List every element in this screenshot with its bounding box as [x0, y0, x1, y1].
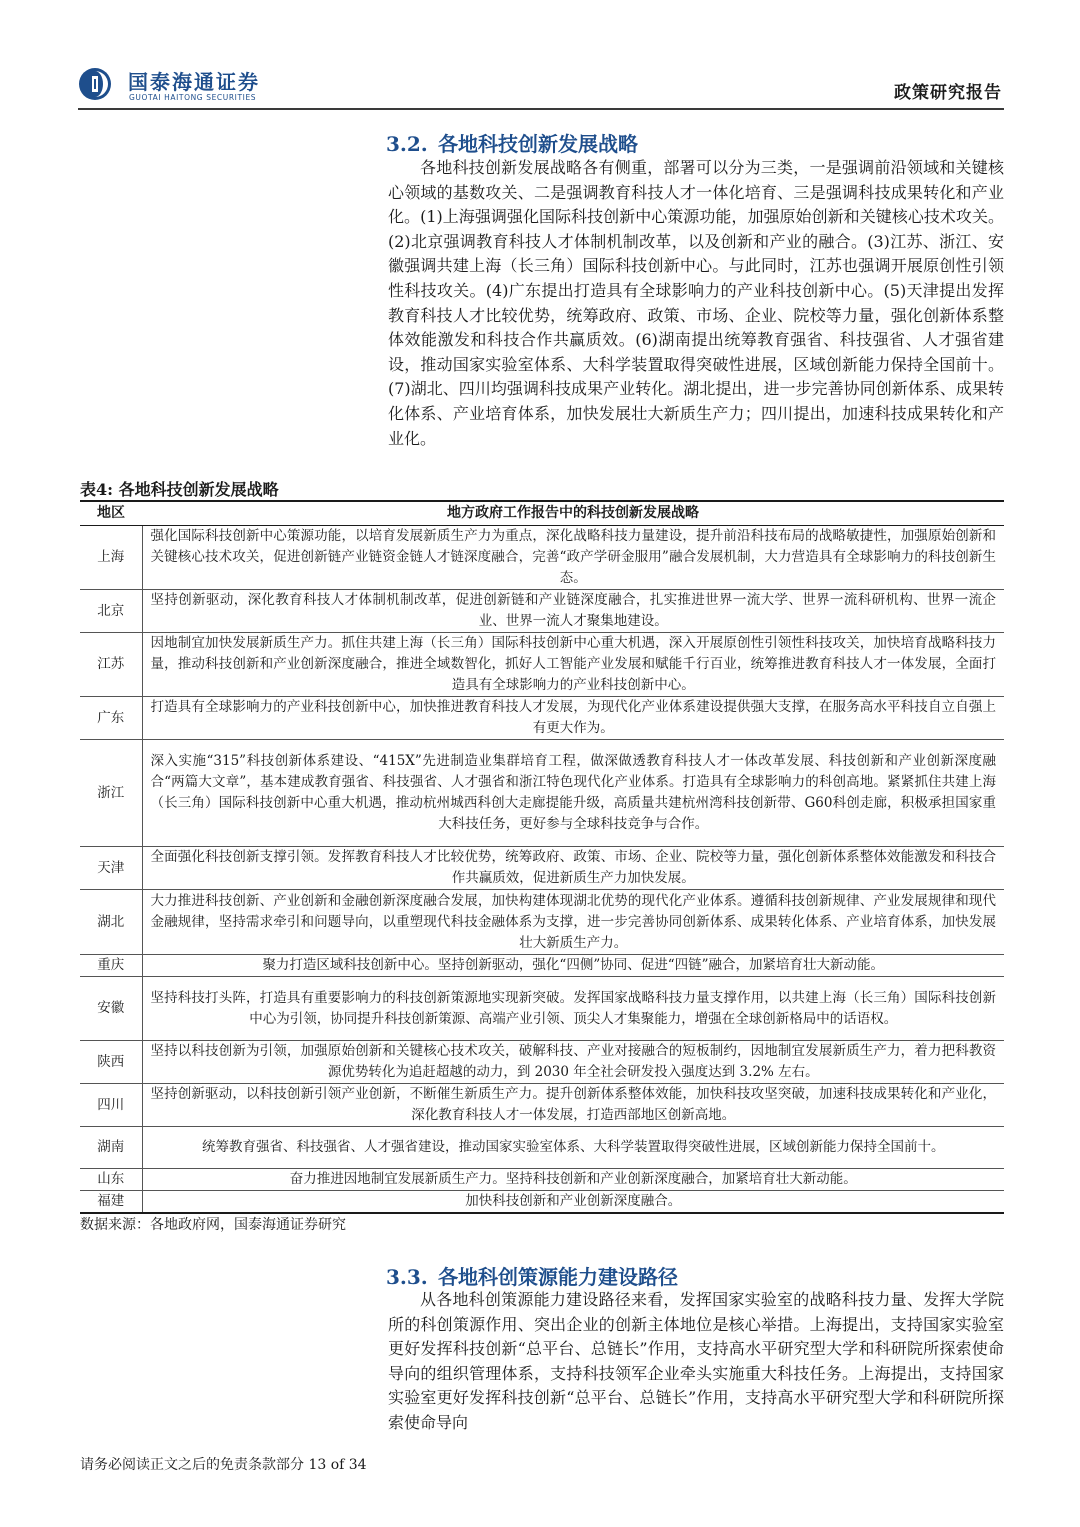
table-row — [80, 977, 1004, 1041]
strategy-cell: 聚力打造区域科技创新中心。坚持创新驱动，强化“四侧”协同、促进“四链”融合，加紧培育壮大新动能。 — [142, 955, 1004, 977]
disclaimer-text: 请务必阅读正文之后的免责条款部分 — [80, 1457, 304, 1473]
table-source-note: 数据来源：各地政府网，国泰海通证券研究 — [80, 1217, 346, 1233]
table-row — [80, 1169, 1004, 1191]
table-row — [80, 890, 1004, 955]
table-row — [80, 1041, 1004, 1084]
region-cell: 四川 — [80, 1084, 142, 1127]
strategy-cell: 全面强化科技创新支撑引领。发挥教育科技人才比较优势，统筹政府、政策、市场、企业、院校等力量，强化创新体系整体效能激发和科技合作共赢质效，促进新质生产力加快发展。 — [142, 847, 1004, 890]
strategy-cell: 加快科技创新和产业创新深度融合。 — [142, 1191, 1004, 1214]
table-row — [80, 1127, 1004, 1169]
section-3-2-body — [388, 156, 1004, 451]
table-row — [80, 633, 1004, 697]
table-row — [80, 1084, 1004, 1127]
region-cell: 上海 — [80, 526, 142, 590]
region-cell: 广东 — [80, 697, 142, 740]
table-row — [80, 590, 1004, 633]
strategy-cell: 深入实施“315”科技创新体系建设、“415X”先进制造业集群培育工程，做深做透教育科技人才一体改革发展、科技创新和产业创新深度融合“两篇大文章”，基本建成教育强省、科技强省、人才强省和浙江特色现代化产业体系。打造具有全球影响力的科创高地。紧紧抓住共建上海（长三角）国际科技创新中心重大机遇，推动杭州城西科创大走廊提能升级，高质量共建杭州湾科技创新带、G60科创走廊，积极承担国家重大科技任务，更好参与全球科技竞争与合作。 — [142, 740, 1004, 847]
section-title: 各地科创策源能力建设路径 — [438, 1265, 678, 1289]
brand-name-en: GUOTAI HAITONG SECURITIES — [129, 93, 257, 102]
region-cell: 天津 — [80, 847, 142, 890]
strategy-cell: 打造具有全球影响力的产业科技创新中心，加快推进教育科技人才发展，为现代化产业体系建设提供强大支撑，在服务高水平科技自立自强上有更大作为。 — [142, 697, 1004, 740]
strategy-cell: 奋力推进因地制宜发展新质生产力。坚持科技创新和产业创新深度融合，加紧培育壮大新动能。 — [142, 1169, 1004, 1191]
strategy-cell: 坚持以科技创新为引领，加强原始创新和关键核心技术攻关，破解科技、产业对接融合的短板制约，因地制宜发展新质生产力，着力把科教资源优势转化为追赶超越的动力，到 2030 年全社会研发投入强度达到 3.2% 左右。 — [142, 1041, 1004, 1084]
page-footer — [80, 1454, 367, 1474]
section-title: 各地科技创新发展战略 — [438, 132, 638, 156]
region-cell: 北京 — [80, 590, 142, 633]
page-number: 13 of 34 — [308, 1457, 367, 1473]
region-cell: 江苏 — [80, 633, 142, 697]
section-heading-3-2 — [386, 128, 638, 157]
column-header-region: 地区 — [80, 501, 142, 526]
region-cell: 湖南 — [80, 1127, 142, 1169]
section-number: 3.2. — [386, 132, 428, 156]
header-divider — [78, 108, 1004, 110]
paragraph: 从各地科创策源能力建设路径来看，发挥国家实验室的战略科技力量、发挥大学院所的科创策源作用、突出企业的创新主体地位是核心举措。上海提出，支持国家实验室更好发挥科技创新“总平台、总链长”作用，支持高水平研究型大学和科研院所探索使命导向的组织管理体系，支持科技领军企业牵头实施重大科技任务。上海提出，支持国家实验室更好发挥科技创新“总平台、总链长”作用，支持高水平研究型大学和科研院所探索使命导向 — [388, 1290, 1004, 1432]
strategy-cell: 大力推进科技创新、产业创新和金融创新深度融合发展，加快构建体现湖北优势的现代化产业体系。遵循科技创新规律、产业发展规律和现代金融规律，坚持需求牵引和问题导向，以重塑现代科技金融体系为支撑，进一步完善协同创新体系、成果转化体系、产业培育体系，加快发展壮大新质生产力。 — [142, 890, 1004, 955]
table-row — [80, 526, 1004, 590]
company-logo-icon — [78, 67, 118, 101]
region-cell: 浙江 — [80, 740, 142, 847]
table-row — [80, 697, 1004, 740]
table-row — [80, 1191, 1004, 1214]
region-cell: 福建 — [80, 1191, 142, 1214]
strategy-cell: 坚持科技打头阵，打造具有重要影响力的科技创新策源地实现新突破。发挥国家战略科技力量支撑作用，以共建上海（长三角）国际科技创新中心为引领，协同提升科技创新策源、高端产业引领、顶尖人才集聚能力，增强在全球创新格局中的话语权。 — [142, 977, 1004, 1041]
region-cell: 安徽 — [80, 977, 142, 1041]
strategy-cell: 强化国际科技创新中心策源功能，以培育发展新质生产力为重点，深化战略科技力量建设，提升前沿科技布局的战略敏捷性，加强原始创新和关键核心技术攻关，促进创新链产业链资金链人才链深度融合，完善“政产学研金服用”融合发展机制，大力营造具有全球影响力的科技创新生态。 — [142, 526, 1004, 590]
report-type-label: 政策研究报告 — [894, 83, 1002, 103]
table-row — [80, 847, 1004, 890]
strategy-cell: 坚持创新驱动，以科技创新引领产业创新，不断催生新质生产力。提升创新体系整体效能，加快科技攻坚突破，加速科技成果转化和产业化，深化教育科技人才一体发展，打造西部地区创新高地。 — [142, 1084, 1004, 1127]
section-heading-3-3 — [386, 1261, 678, 1290]
strategy-cell: 统筹教育强省、科技强省、人才强省建设，推动国家实验室体系、大科学装置取得突破性进展，区域创新能力保持全国前十。 — [142, 1127, 1004, 1169]
paragraph: 各地科技创新发展战略各有侧重，部署可以分为三类，一是强调前沿领域和关键核心领域的基数攻关、二是强调教育科技人才一体化培育、三是强调科技成果转化和产业化。(1)上海强调强化国际科技创新中心策源功能，加强原始创新和关键核心技术攻关。(2)北京强调教育科技人才体制机制改革，以及创新和产业的融合。(3)江苏、浙江、安徽强调共建上海（长三角）国际科技创新中心。与此同时，江苏也强调开展原创性引领性科技攻关。(4)广东提出打造具有全球影响力的产业科技创新中心。(5)天津提出发挥教育科技人才比较优势，统筹政府、政策、市场、企业、院校等力量，强化创新体系整体效能激发和科技合作共赢质效。(6)湖南提出统筹教育强省、科技强省、人才强省建设，推动国家实验室体系、大科学装置取得突破性进展，区域创新能力保持全国前十。(7)湖北、四川均强调科技成果产业转化。湖北提出，进一步完善协同创新体系、成果转化体系、产业培育体系，加快发展壮大新质生产力；四川提出，加速科技成果转化和产业化。 — [388, 158, 1004, 448]
region-cell: 湖北 — [80, 890, 142, 955]
strategy-cell: 坚持创新驱动，深化教育科技人才体制机制改革，促进创新链和产业链深度融合，扎实推进世界一流大学、世界一流科研机构、世界一流企业、世界一流人才聚集地建设。 — [142, 590, 1004, 633]
strategy-table — [80, 500, 1004, 1214]
section-number: 3.3. — [386, 1265, 428, 1289]
strategy-cell: 因地制宜加快发展新质生产力。抓住共建上海（长三角）国际科技创新中心重大机遇，深入开展原创性引领性科技攻关，加快培育战略科技力量，推动科技创新和产业创新深度融合，推进全域数智化，抓好人工智能产业发展和赋能千行百业，统筹推进教育科技人才一体发展，全面打造具有全球影响力的产业科技创新中心。 — [142, 633, 1004, 697]
region-cell: 山东 — [80, 1169, 142, 1191]
column-header-strategy: 地方政府工作报告中的科技创新发展战略 — [142, 501, 1004, 526]
table-row — [80, 740, 1004, 847]
table-caption: 表4: 各地科技创新发展战略 — [80, 480, 279, 499]
table-row — [80, 955, 1004, 977]
region-cell: 陕西 — [80, 1041, 142, 1084]
table-header-row — [80, 501, 1004, 526]
region-cell: 重庆 — [80, 955, 142, 977]
section-3-3-body — [388, 1288, 1004, 1436]
brand-name-cn: 国泰海通证券 — [128, 70, 260, 94]
